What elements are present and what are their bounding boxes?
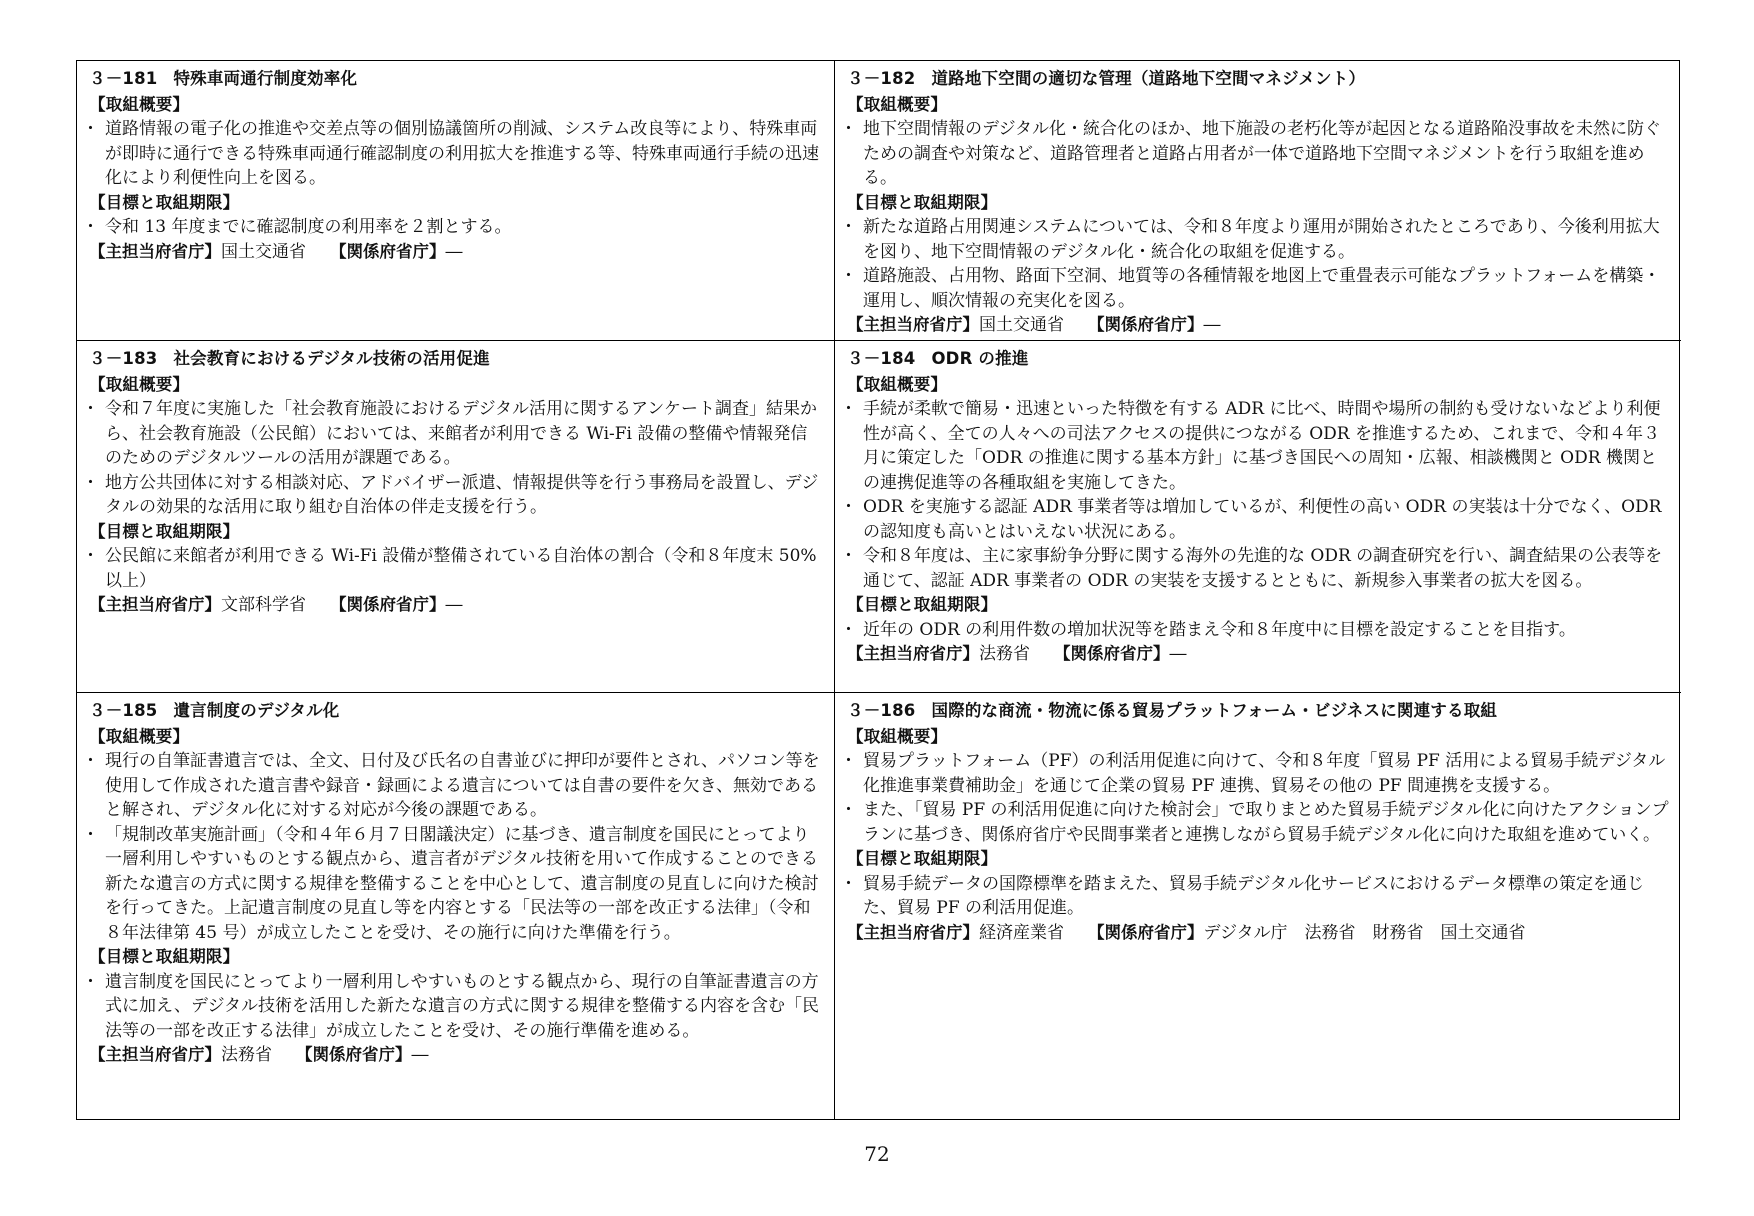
list-item: ・ 新たな道路占用関連システムについては、令和８年度より運用が開始されたところであり、今後利用拡大を図り、地下空間情報のデジタル化・統合化の取組を促進する。 <box>847 215 1669 264</box>
section-title <box>847 67 1669 92</box>
overview-list <box>89 117 822 191</box>
list-item: ・ 地方公共団体に対する相談対応、アドバイザー派遣、情報提供等を行う事務局を設置し、デジタルの効果的な活用に取り組む自治体の伴走支援を行う。 <box>89 471 822 520</box>
overview-list <box>847 397 1669 593</box>
lead-ministry: 国土交通省 <box>221 241 306 262</box>
section-title <box>847 699 1669 724</box>
section-3-184 <box>835 341 1681 693</box>
goals-heading: 【目標と取組期限】 <box>847 849 998 868</box>
goals-list <box>89 970 822 1044</box>
overview-heading: 【取組概要】 <box>847 726 948 746</box>
ministry-line <box>847 921 1669 946</box>
list-item: ・ 地下空間情報のデジタル化・統合化のほか、地下施設の老朽化等が起因となる道路陥没事故を未然に防ぐための調査や対策など、道路管理者と道路占用者が一体で道路地下空間マネジメントを行う取組を進める。 <box>847 117 1669 191</box>
goals-heading: 【目標と取組期限】 <box>847 192 998 212</box>
lead-ministry-label: 【主担当府省庁】 <box>89 595 221 614</box>
list-item: ・ 現行の自筆証書遺言では、全文、日付及び氏名の自書並びに押印が要件とされ、パソコン等を使用して作成された遺言書や録音・録画による遺言については自書の要件を欠き、無効であると解され、デジタル化に対する対応が今後の課題である。 <box>89 749 822 823</box>
lead-ministry: 国土交通省 <box>979 315 1064 335</box>
overview-heading: 【取組概要】 <box>89 374 190 394</box>
list-item: ・ 令和７年度に実施した「社会教育施設におけるデジタル活用に関するアンケート調査」結果から、社会教育施設（公民館）においては、来館者が利用できる Wi-Fi 設備の整備や情報発信のためのデジタルツールの活用が課題である。 <box>89 397 822 471</box>
section-title-text: 国際的な商流・物流に係る貿易プラットフォーム・ビジネスに関連する取組 <box>931 701 1498 720</box>
related-ministry: ― <box>445 595 463 615</box>
section-number: ３－183 <box>89 349 158 368</box>
measures-table <box>76 60 1680 1120</box>
lead-ministry-label: 【主担当府省庁】 <box>89 241 221 261</box>
list-item: ・ 貿易プラットフォーム（PF）の利活用促進に向けて、令和８年度「貿易 PF 活用による貿易手続デジタル化推進事業費補助金」を通じて企業の貿易 PF 連携、貿易その他の PF 間連携を支援する。 <box>847 749 1669 798</box>
overview-heading: 【取組概要】 <box>89 726 190 746</box>
goals-list <box>89 215 822 240</box>
list-item: ・ また、「貿易 PF の利活用促進に向けた検討会」で取りまとめた貿易手続デジタル化に向けたアクションプランに基づき、関係府省庁や民間事業者と連携しながら貿易手続デジタル化に向けた取組を進めていく。 <box>847 798 1669 847</box>
section-title <box>847 347 1669 372</box>
related-ministry: ― <box>411 1045 429 1065</box>
section-3-181 <box>77 61 835 341</box>
list-item: ・ 令和８年度は、主に家事紛争分野に関する海外の先進的な ODR の調査研究を行い、調査結果の公表等を通じて、認証 ADR 事業者の ODR の実装を支援するとともに、新規参入事業者の拡大を図る。 <box>847 544 1669 593</box>
overview-list <box>89 397 822 520</box>
list-item: ・ 近年の ODR の利用件数の増加状況等を踏まえ令和８年度中に目標を設定することを目指す。 <box>847 618 1669 643</box>
lead-ministry: 経済産業省 <box>979 922 1064 943</box>
section-title <box>89 347 822 372</box>
related-ministry: デジタル庁 法務省 財務省 国土交通省 <box>1203 922 1526 943</box>
ministry-line <box>89 593 822 618</box>
overview-heading: 【取組概要】 <box>847 94 948 114</box>
overview-heading: 【取組概要】 <box>847 374 948 394</box>
list-item: ・ ODR を実施する認証 ADR 事業者等は増加しているが、利便性の高い ODR の実装は十分でなく、ODR の認知度も高いとはいえない状況にある。 <box>847 495 1669 544</box>
related-ministry-label: 【関係府省庁】 <box>1054 644 1170 663</box>
section-number: ３－184 <box>847 349 916 368</box>
section-title-text: 道路地下空間の適切な管理（道路地下空間マネジメント） <box>931 69 1366 88</box>
list-item: ・ 貿易手続データの国際標準を踏まえた、貿易手続デジタル化サービスにおけるデータ標準の策定を通じた、貿易 PF の利活用促進。 <box>847 872 1669 921</box>
section-number: ３－181 <box>89 69 158 88</box>
section-3-186 <box>835 693 1681 1119</box>
section-title <box>89 67 822 92</box>
lead-ministry-label: 【主担当府省庁】 <box>847 922 979 942</box>
list-item: ・ 道路情報の電子化の推進や交差点等の個別協議箇所の削減、システム改良等により、特殊車両が即時に通行できる特殊車両通行確認制度の利用拡大を推進する等、特殊車両通行手続の迅速化により利便性向上を図る。 <box>89 117 822 191</box>
list-item: ・ 公民館に来館者が利用できる Wi-Fi 設備が整備されている自治体の割合（令和８年度末 50%以上） <box>89 544 822 593</box>
list-item: ・ 道路施設、占用物、路面下空洞、地質等の各種情報を地図上で重畳表示可能なプラットフォームを構築・運用し、順次情報の充実化を図る。 <box>847 264 1669 313</box>
lead-ministry: 法務省 <box>979 644 1030 664</box>
section-title-text: 特殊車両通行制度効率化 <box>173 69 358 88</box>
section-number: ３－186 <box>847 701 916 720</box>
list-item: ・ 手続が柔軟で簡易・迅速といった特徴を有する ADR に比べ、時間や場所の制約も受けないなどより利便性が高く、全ての人々への司法アクセスの提供につながる ODR を推進するため、これまで、令和４年３月に策定した「ODR の推進に関する基本方針」に基づき国民への周知・広報、相談機関と ODR 機関との連携促進等の各種取組を実施してきた。 <box>847 397 1669 495</box>
goals-list <box>89 544 822 593</box>
section-number: ３－182 <box>847 69 916 88</box>
overview-list <box>89 749 822 945</box>
related-ministry: ― <box>1203 315 1221 335</box>
goals-heading: 【目標と取組期限】 <box>847 595 998 614</box>
related-ministry: ― <box>445 241 463 262</box>
ministry-line <box>847 642 1669 667</box>
section-3-182 <box>835 61 1681 341</box>
lead-ministry: 文部科学省 <box>221 595 306 615</box>
section-title-text: ODR の推進 <box>931 349 1029 368</box>
ministry-line <box>89 1043 822 1068</box>
goals-list <box>847 618 1669 643</box>
lead-ministry: 法務省 <box>221 1045 272 1065</box>
section-number: ３－185 <box>89 701 158 720</box>
goals-list <box>847 872 1669 921</box>
goals-heading: 【目標と取組期限】 <box>89 521 240 541</box>
section-title-text: 遺言制度のデジタル化 <box>173 701 340 720</box>
list-item: ・ 「規制改革実施計画」（令和４年６月７日閣議決定）に基づき、遺言制度を国民にとってより一層利用しやすいものとする観点から、遺言者がデジタル技術を用いて作成することのできる新たな遺言の方式に関する規律を整備することを中心として、遺言制度の見直しに向けた検討を行ってきた。上記遺言制度の見直し等を内容とする「民法等の一部を改正する法律」（令和８年法律第 45 号）が成立したことを受け、その施行に向けた準備を行う。 <box>89 823 822 946</box>
ministry-line <box>89 240 822 265</box>
section-3-183 <box>77 341 835 693</box>
list-item: ・ 遺言制度を国民にとってより一層利用しやすいものとする観点から、現行の自筆証書遺言の方式に加え、デジタル技術を活用した新たな遺言の方式に関する規律を整備する内容を含む「民法等の一部を改正する法律」が成立したことを受け、その施行準備を進める。 <box>89 970 822 1044</box>
list-item: ・ 令和 13 年度までに確認制度の利用率を２割とする。 <box>89 215 822 240</box>
goals-heading: 【目標と取組期限】 <box>89 947 240 966</box>
overview-heading: 【取組概要】 <box>89 94 190 114</box>
related-ministry-label: 【関係府省庁】 <box>1088 922 1204 942</box>
lead-ministry-label: 【主担当府省庁】 <box>847 315 979 334</box>
page-number: 72 <box>864 1142 890 1166</box>
overview-list <box>847 749 1669 847</box>
overview-list <box>847 117 1669 191</box>
related-ministry-label: 【関係府省庁】 <box>1088 315 1204 334</box>
lead-ministry-label: 【主担当府省庁】 <box>89 1045 221 1064</box>
goals-heading: 【目標と取組期限】 <box>89 192 240 212</box>
related-ministry: ― <box>1169 644 1187 664</box>
related-ministry-label: 【関係府省庁】 <box>330 241 446 261</box>
section-title-text: 社会教育におけるデジタル技術の活用促進 <box>173 349 490 368</box>
ministry-line <box>847 313 1669 338</box>
goals-list <box>847 215 1669 313</box>
related-ministry-label: 【関係府省庁】 <box>296 1045 412 1064</box>
related-ministry-label: 【関係府省庁】 <box>330 595 446 614</box>
lead-ministry-label: 【主担当府省庁】 <box>847 644 979 663</box>
section-3-185 <box>77 693 835 1119</box>
section-title <box>89 699 822 724</box>
